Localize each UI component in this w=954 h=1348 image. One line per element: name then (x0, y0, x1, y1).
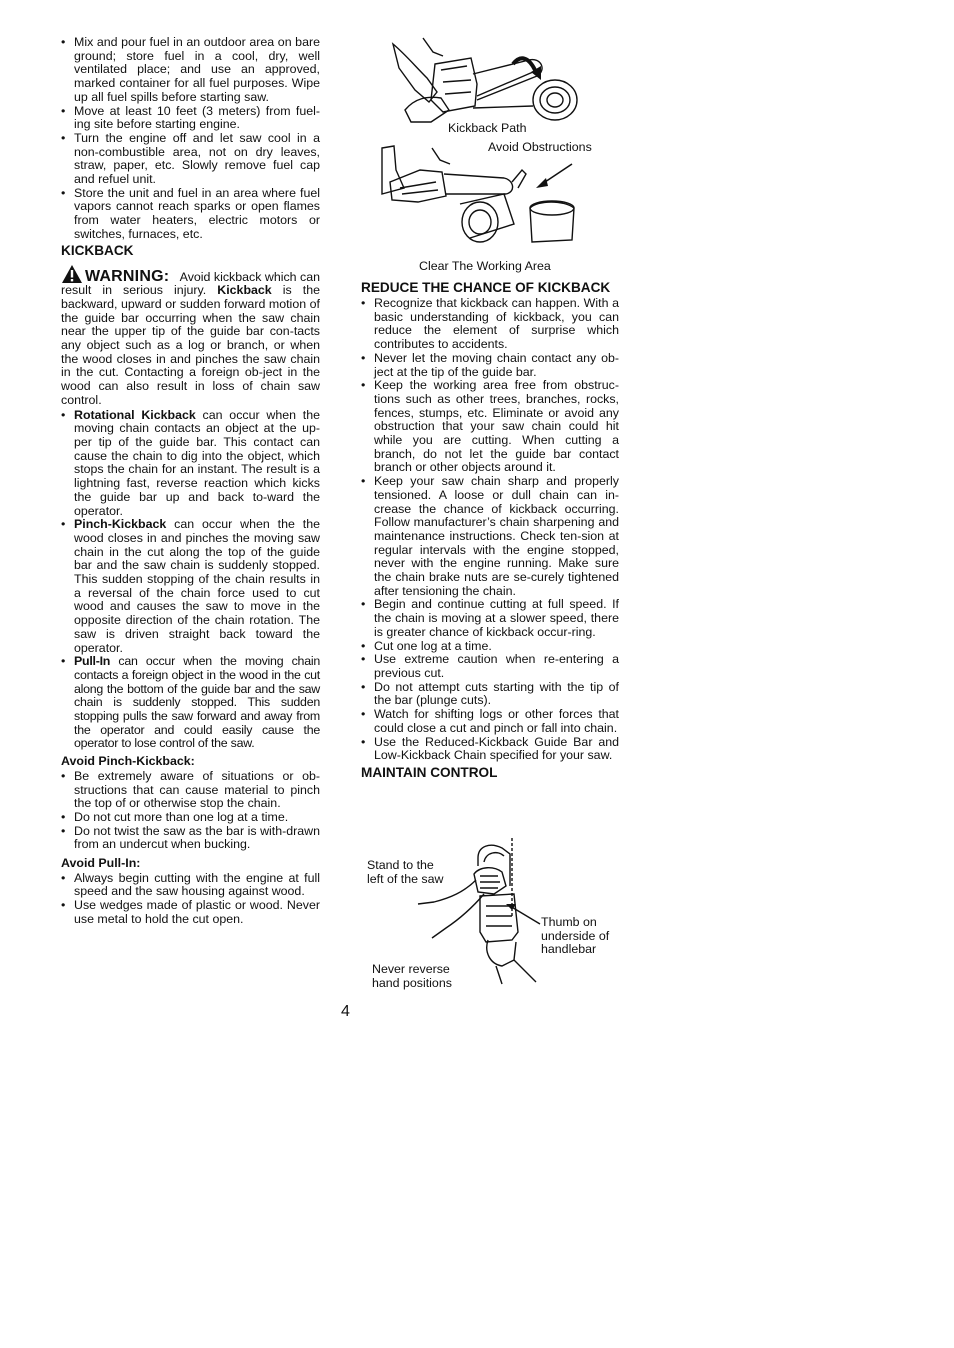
clear-working-area-caption: Clear The Working Area (419, 259, 551, 273)
avoid-pinch-heading: Avoid Pinch-Kickback: (61, 754, 195, 769)
list-item: • Mix and pour fuel in an outdoor area on bare ground; store fuel in a cool, dry, well ventilated place; and use an approved, marked container for all fuel purposes. Wipe up all fuel spills before starting saw. (61, 36, 320, 105)
never-reverse-caption (372, 963, 452, 990)
caption-line: hand positions (372, 975, 452, 990)
list-item: • Use the Reduced-Kickback Guide Bar and Low-Kickback Chain specified for your saw. (361, 736, 619, 763)
warning-text: Avoid kickback which can result in serious injury. (61, 269, 320, 298)
list-item: • Do not attempt cuts starting with the tip of the bar (plunge cuts). (361, 681, 619, 708)
kickback-term: Kickback (217, 283, 272, 298)
fuel-safety-list (61, 36, 320, 242)
maintain-control-heading: MAINTAIN CONTROL (361, 764, 498, 780)
reduce-kickback-list (361, 297, 619, 763)
caption-line: left of the saw (367, 871, 444, 886)
term: Pull-In (74, 654, 111, 669)
list-item: • Watch for shifting logs or other forces that could close a cut and pinch or fall into chain. (361, 708, 619, 735)
list-item: • Be extremely aware of situations or ob-structions that can cause material to pinch the top of or otherwise stop the chain. (61, 770, 320, 811)
list-item (61, 655, 320, 751)
list-item: • Keep the working area free from obstruc-tions such as other trees, branches, rocks, fences, stumps, etc. Eliminate or avoid any obstruction that your saw chain could hit while you are cutting. When cutting a branch, do not let the guide bar contact branch or other objects around it. (361, 379, 619, 475)
list-item: • Always begin cutting with the engine at full speed and the saw housing against wood. (61, 872, 320, 899)
list-item: • Do not cut more than one log at a time. (61, 811, 320, 825)
avoid-pinch-list (61, 770, 320, 852)
thumb-caption (541, 916, 609, 957)
term: Rotational Kickback (74, 407, 196, 422)
list-item: • Never let the moving chain contact any ob-ject at the tip of the guide bar. (361, 352, 619, 379)
left-column (61, 36, 320, 927)
list-item (61, 409, 320, 519)
kickback-path-illustration (385, 36, 585, 124)
list-item: • Store the unit and fuel in an area where fuel vapors cannot reach sparks or open flames from water heaters, electric motors or switches, furnaces, etc. (61, 187, 320, 242)
kickback-heading: KICKBACK (61, 242, 134, 258)
description: can occur when the the wood closes in and pinches the moving saw chain in the cut along the top of the guide bar and the saw chain is suddenly stopped. This sudden stopping of the chain results in a reversal of the chain force used to cut wood and causes the saw to move in the opposite direction of the chain rotation. The saw is driven straight back toward the operator. (74, 517, 320, 655)
list-item: • Do not twist the saw as the bar is with-drawn from an undercut when bucking. (61, 825, 320, 852)
list-item (61, 518, 320, 655)
right-column (361, 281, 619, 782)
caption-line: Thumb on (541, 915, 597, 929)
caption-line: Stand to the (367, 858, 434, 872)
list-item: • Use extreme caution when re-entering a previous cut. (361, 653, 619, 680)
list-item: • Move at least 10 feet (3 meters) from fuel-ing site before starting engine. (61, 105, 320, 132)
caption-line: underside of (541, 928, 610, 943)
list-item: • Recognize that kickback can happen. With a basic understanding of kickback, you can reduce the element of surprise which contributes to accidents. (361, 297, 619, 352)
kickback-types-list (61, 409, 320, 752)
warning-triangle-icon (61, 264, 83, 284)
kickback-path-caption: Kickback Path (448, 121, 527, 135)
caption-line: Never reverse (372, 962, 450, 976)
reduce-kickback-heading: REDUCE THE CHANCE OF KICKBACK (361, 280, 611, 295)
kickback-definition: is the backward, upward or sudden forward motion of the guide bar occurring when the saw chain near the upper tip of the guide bar con-tacts any object such as a log or branch, or when the wood closes in and pinches the saw chain in the cut. Contacting a foreign ob-ject in the wood can also result in loss of chain saw control. (61, 283, 320, 407)
list-item: • Cut one log at a time. (361, 640, 619, 654)
avoid-obstructions-caption: Avoid Obstructions (488, 140, 592, 154)
description: can occur when the moving chain contacts an object at the up-per tip of the guide bar. This contact can cause the chain to dig into the object, which stops the chain for an instant. The result is a lightning fast, reverse reaction which kicks the guide bar up and back to-ward the operator. (74, 407, 320, 518)
page-number: 4 (341, 1003, 350, 1020)
warning-label: WARNING: (85, 267, 170, 285)
list-item: • Turn the engine off and let saw cool in a non-combustible area, not on dry leaves, straw, paper, etc. Slowly remove fuel cap and refuel unit. (61, 132, 320, 187)
list-item: • Keep your saw chain sharp and properly tensioned. A loose or dull chain can in-crease the chance of kickback occurring. Follow manufacturer’s chain sharpening and maintenance instructions. Check ten-sion at regular intervals with the engine stopped, never with the engine running. Make sure the chain brake nuts are se-curely tightened after tensioning the chain. (361, 475, 619, 598)
list-item: • Begin and continue cutting at full speed. If the chain is moving at a slower speed, there is greater chance of kickback occur-ring. (361, 598, 619, 639)
avoid-pull-list (61, 872, 320, 927)
list-item: • Use wedges made of plastic or wood. Never use metal to hold the cut open. (61, 899, 320, 926)
avoid-obstructions-illustration (380, 142, 580, 250)
stand-left-caption (367, 859, 443, 886)
warning-paragraph (61, 264, 320, 408)
term: Pinch-Kickback (74, 517, 167, 532)
caption-line: handlebar (541, 942, 597, 957)
description: can occur when the moving chain contacts a foreign object in the wood in the cut along the bottom of the guide bar and the saw chain is suddenly stopped. This sudden stopping pulls the saw forward and away from the operator and could easily cause the operator to lose control of the saw. (74, 654, 320, 751)
avoid-pull-heading: Avoid Pull-In: (61, 856, 141, 871)
